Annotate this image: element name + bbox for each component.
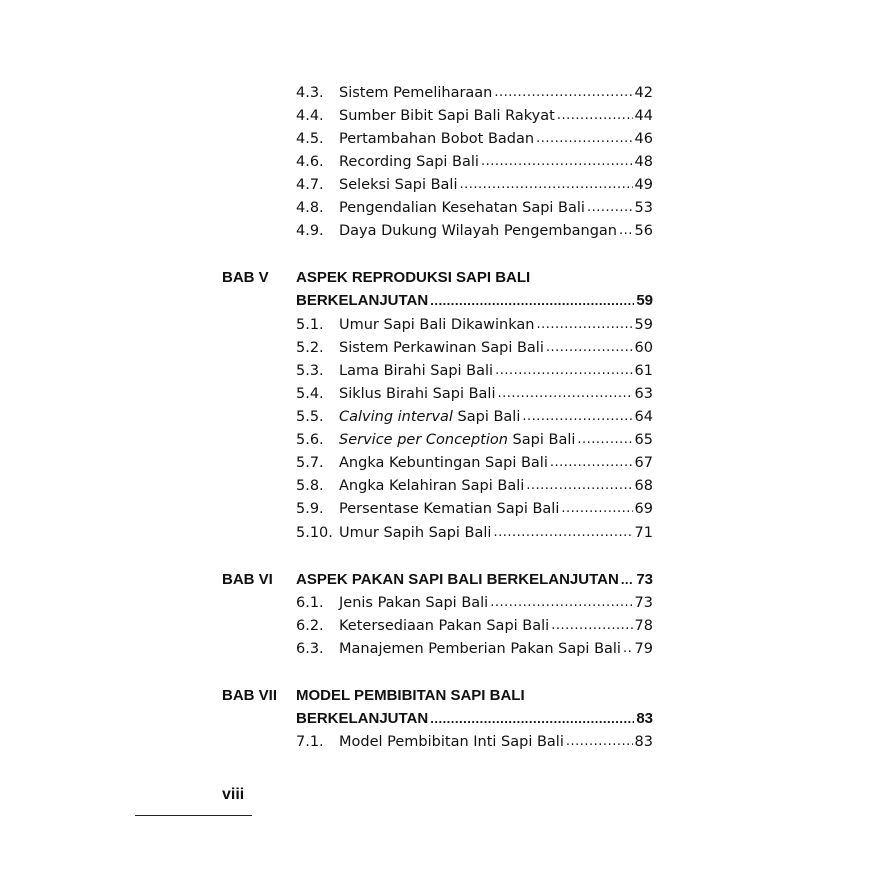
dot-leader [430, 293, 634, 312]
entry-number: 5.7. [296, 454, 324, 471]
toc-entry [222, 568, 653, 591]
toc-entry [222, 127, 653, 150]
entry-title-text: Umur Sapih Sapi Bali [339, 524, 492, 541]
entry-title-italic: Service per Conception [339, 431, 508, 448]
entry-title-text: Model Pembibitan Inti Sapi Bali [339, 733, 564, 750]
entry-title-text: Pertambahan Bobot Badan [339, 130, 535, 147]
entry-title-text: Angka Kebuntingan Sapi Bali [339, 454, 548, 471]
toc-entry [222, 521, 653, 544]
entry-page: 64 [634, 408, 653, 425]
toc-entry [222, 336, 653, 359]
entry-number: 4.3. [296, 84, 324, 101]
entry-title [339, 340, 544, 356]
entry-number: 5.4. [296, 385, 324, 402]
toc-entry [222, 173, 653, 196]
dot-leader [557, 108, 633, 127]
toc-entry [222, 730, 653, 753]
entry-title-text: Pengendalian Kesehatan Sapi Bali [339, 199, 585, 216]
entry-number: 4.9. [296, 222, 324, 239]
dot-leader [566, 734, 633, 753]
chapter-page: 83 [636, 710, 653, 727]
entry-title-text: Sistem Perkawinan Sapi Bali [339, 339, 544, 356]
entry-title-italic: Calving interval [339, 408, 453, 425]
entry-title [339, 317, 534, 333]
entry-number: 5.5. [296, 408, 324, 425]
entry-page: 73 [634, 594, 653, 611]
dot-leader [430, 711, 634, 730]
toc-entry [222, 289, 653, 312]
entry-page: 42 [634, 84, 653, 101]
entry-title-text: Sapi Bali [507, 431, 576, 448]
entry-title-text: Recording Sapi Bali [339, 153, 479, 170]
dot-leader [621, 572, 635, 591]
toc-entry [222, 196, 653, 219]
dot-leader [577, 432, 632, 451]
toc-entry [222, 474, 653, 497]
entry-title [339, 618, 549, 634]
entry-title [339, 386, 495, 402]
entry-number: 4.8. [296, 199, 324, 216]
toc-entry [222, 81, 653, 104]
toc-entry [222, 451, 653, 474]
entry-page: 48 [634, 153, 653, 170]
entry-number: 4.4. [296, 107, 324, 124]
entry-title [339, 85, 492, 101]
dot-leader [460, 177, 633, 196]
dot-leader [481, 154, 633, 173]
toc-entry [222, 359, 653, 382]
toc-entry [222, 405, 653, 428]
toc-entry [222, 614, 653, 637]
toc-entry [222, 313, 653, 336]
entry-number: 5.2. [296, 339, 324, 356]
dot-leader [551, 618, 632, 637]
dot-leader [526, 478, 632, 497]
entry-title [339, 478, 524, 494]
dot-leader [493, 525, 632, 544]
entry-title [339, 595, 488, 611]
entry-page: 71 [634, 524, 653, 541]
toc-entry [222, 428, 653, 451]
entry-page: 79 [634, 640, 653, 657]
entry-page: 44 [634, 107, 653, 124]
entry-page: 60 [634, 339, 653, 356]
entry-number: 5.6. [296, 431, 324, 448]
entry-page: 59 [634, 316, 653, 333]
entry-number: 5.9. [296, 500, 324, 517]
chapter-title: ASPEK PAKAN SAPI BALI BERKELANJUTAN [296, 571, 619, 588]
entry-title-text: Sumber Bibit Sapi Bali Rakyat [339, 107, 555, 124]
entry-title [339, 223, 617, 239]
entry-title [339, 131, 534, 147]
chapter-title-continued: BERKELANJUTAN [296, 292, 429, 309]
entry-title [339, 432, 575, 448]
page-number: viii [222, 786, 245, 803]
entry-page: 68 [634, 477, 653, 494]
dot-leader [623, 641, 633, 660]
toc-entry [222, 637, 653, 660]
dot-leader [536, 131, 632, 150]
dot-leader [495, 363, 632, 382]
entry-page: 69 [634, 500, 653, 517]
footer-rule [135, 815, 252, 816]
entry-page: 49 [634, 176, 653, 193]
toc-entry [222, 684, 653, 707]
entry-number: 6.3. [296, 640, 324, 657]
entry-title [339, 363, 493, 379]
entry-page: 61 [634, 362, 653, 379]
entry-title [339, 108, 555, 124]
chapter-label: BAB VI [222, 571, 273, 588]
entry-title-text: Persentase Kematian Sapi Bali [339, 500, 560, 517]
entry-page: 65 [634, 431, 653, 448]
dot-leader [522, 409, 632, 428]
entry-number: 5.1. [296, 316, 324, 333]
entry-page: 67 [634, 454, 653, 471]
chapter-page: 59 [636, 292, 653, 309]
entry-title-text: Lama Birahi Sapi Bali [339, 362, 494, 379]
entry-title-text: Ketersediaan Pakan Sapi Bali [339, 617, 550, 634]
dot-leader [494, 85, 632, 104]
entry-number: 4.5. [296, 130, 324, 147]
entry-title [339, 409, 520, 425]
entry-title [339, 455, 548, 471]
entry-number: 5.3. [296, 362, 324, 379]
entry-number: 5.8. [296, 477, 324, 494]
entry-title [339, 200, 585, 216]
entry-title-text: Daya Dukung Wilayah Pengembangan [339, 222, 617, 239]
toc-entry [222, 104, 653, 127]
chapter-label: BAB V [222, 269, 269, 286]
toc-entry [222, 219, 653, 242]
entry-title-text: Manajemen Pemberian Pakan Sapi Bali [339, 640, 621, 657]
dot-leader [536, 317, 632, 336]
dot-leader [561, 501, 632, 520]
entry-title [339, 641, 621, 657]
chapter-title: MODEL PEMBIBITAN SAPI BALI [296, 687, 525, 704]
entry-title [339, 177, 458, 193]
entry-page: 46 [634, 130, 653, 147]
entry-page: 83 [634, 733, 653, 750]
entry-title [339, 501, 559, 517]
entry-title [339, 154, 479, 170]
entry-number: 4.7. [296, 176, 324, 193]
dot-leader [550, 455, 633, 474]
dot-leader [490, 595, 632, 614]
entry-title-text: Seleksi Sapi Bali [339, 176, 458, 193]
chapter-page: 73 [636, 571, 653, 588]
toc-entry [222, 707, 653, 730]
entry-number: 4.6. [296, 153, 324, 170]
entry-title-text: Angka Kelahiran Sapi Bali [339, 477, 525, 494]
entry-page: 53 [634, 199, 653, 216]
entry-page: 78 [634, 617, 653, 634]
entry-title-text: Umur Sapi Bali Dikawinkan [339, 316, 535, 333]
entry-number: 7.1. [296, 733, 324, 750]
entry-title-text: Siklus Birahi Sapi Bali [339, 385, 496, 402]
toc-entry [222, 382, 653, 405]
dot-leader [497, 386, 632, 405]
entry-title-text: Sapi Bali [452, 408, 521, 425]
entry-title [339, 734, 564, 750]
dot-leader [619, 223, 633, 242]
chapter-label: BAB VII [222, 687, 278, 704]
toc-entry [222, 497, 653, 520]
chapter-title: ASPEK REPRODUKSI SAPI BALI [296, 269, 531, 286]
chapter-title-continued: BERKELANJUTAN [296, 710, 429, 727]
entry-page: 56 [634, 222, 653, 239]
toc-entry [222, 266, 653, 289]
dot-leader [587, 200, 633, 219]
entry-number: 5.10. [296, 524, 333, 541]
entry-title-text: Jenis Pakan Sapi Bali [339, 594, 489, 611]
entry-number: 6.2. [296, 617, 324, 634]
entry-page: 63 [634, 385, 653, 402]
toc-entry [222, 591, 653, 614]
toc-entry [222, 150, 653, 173]
entry-title-text: Sistem Pemeliharaan [339, 84, 493, 101]
entry-number: 6.1. [296, 594, 324, 611]
dot-leader [546, 340, 633, 359]
entry-title [339, 525, 491, 541]
